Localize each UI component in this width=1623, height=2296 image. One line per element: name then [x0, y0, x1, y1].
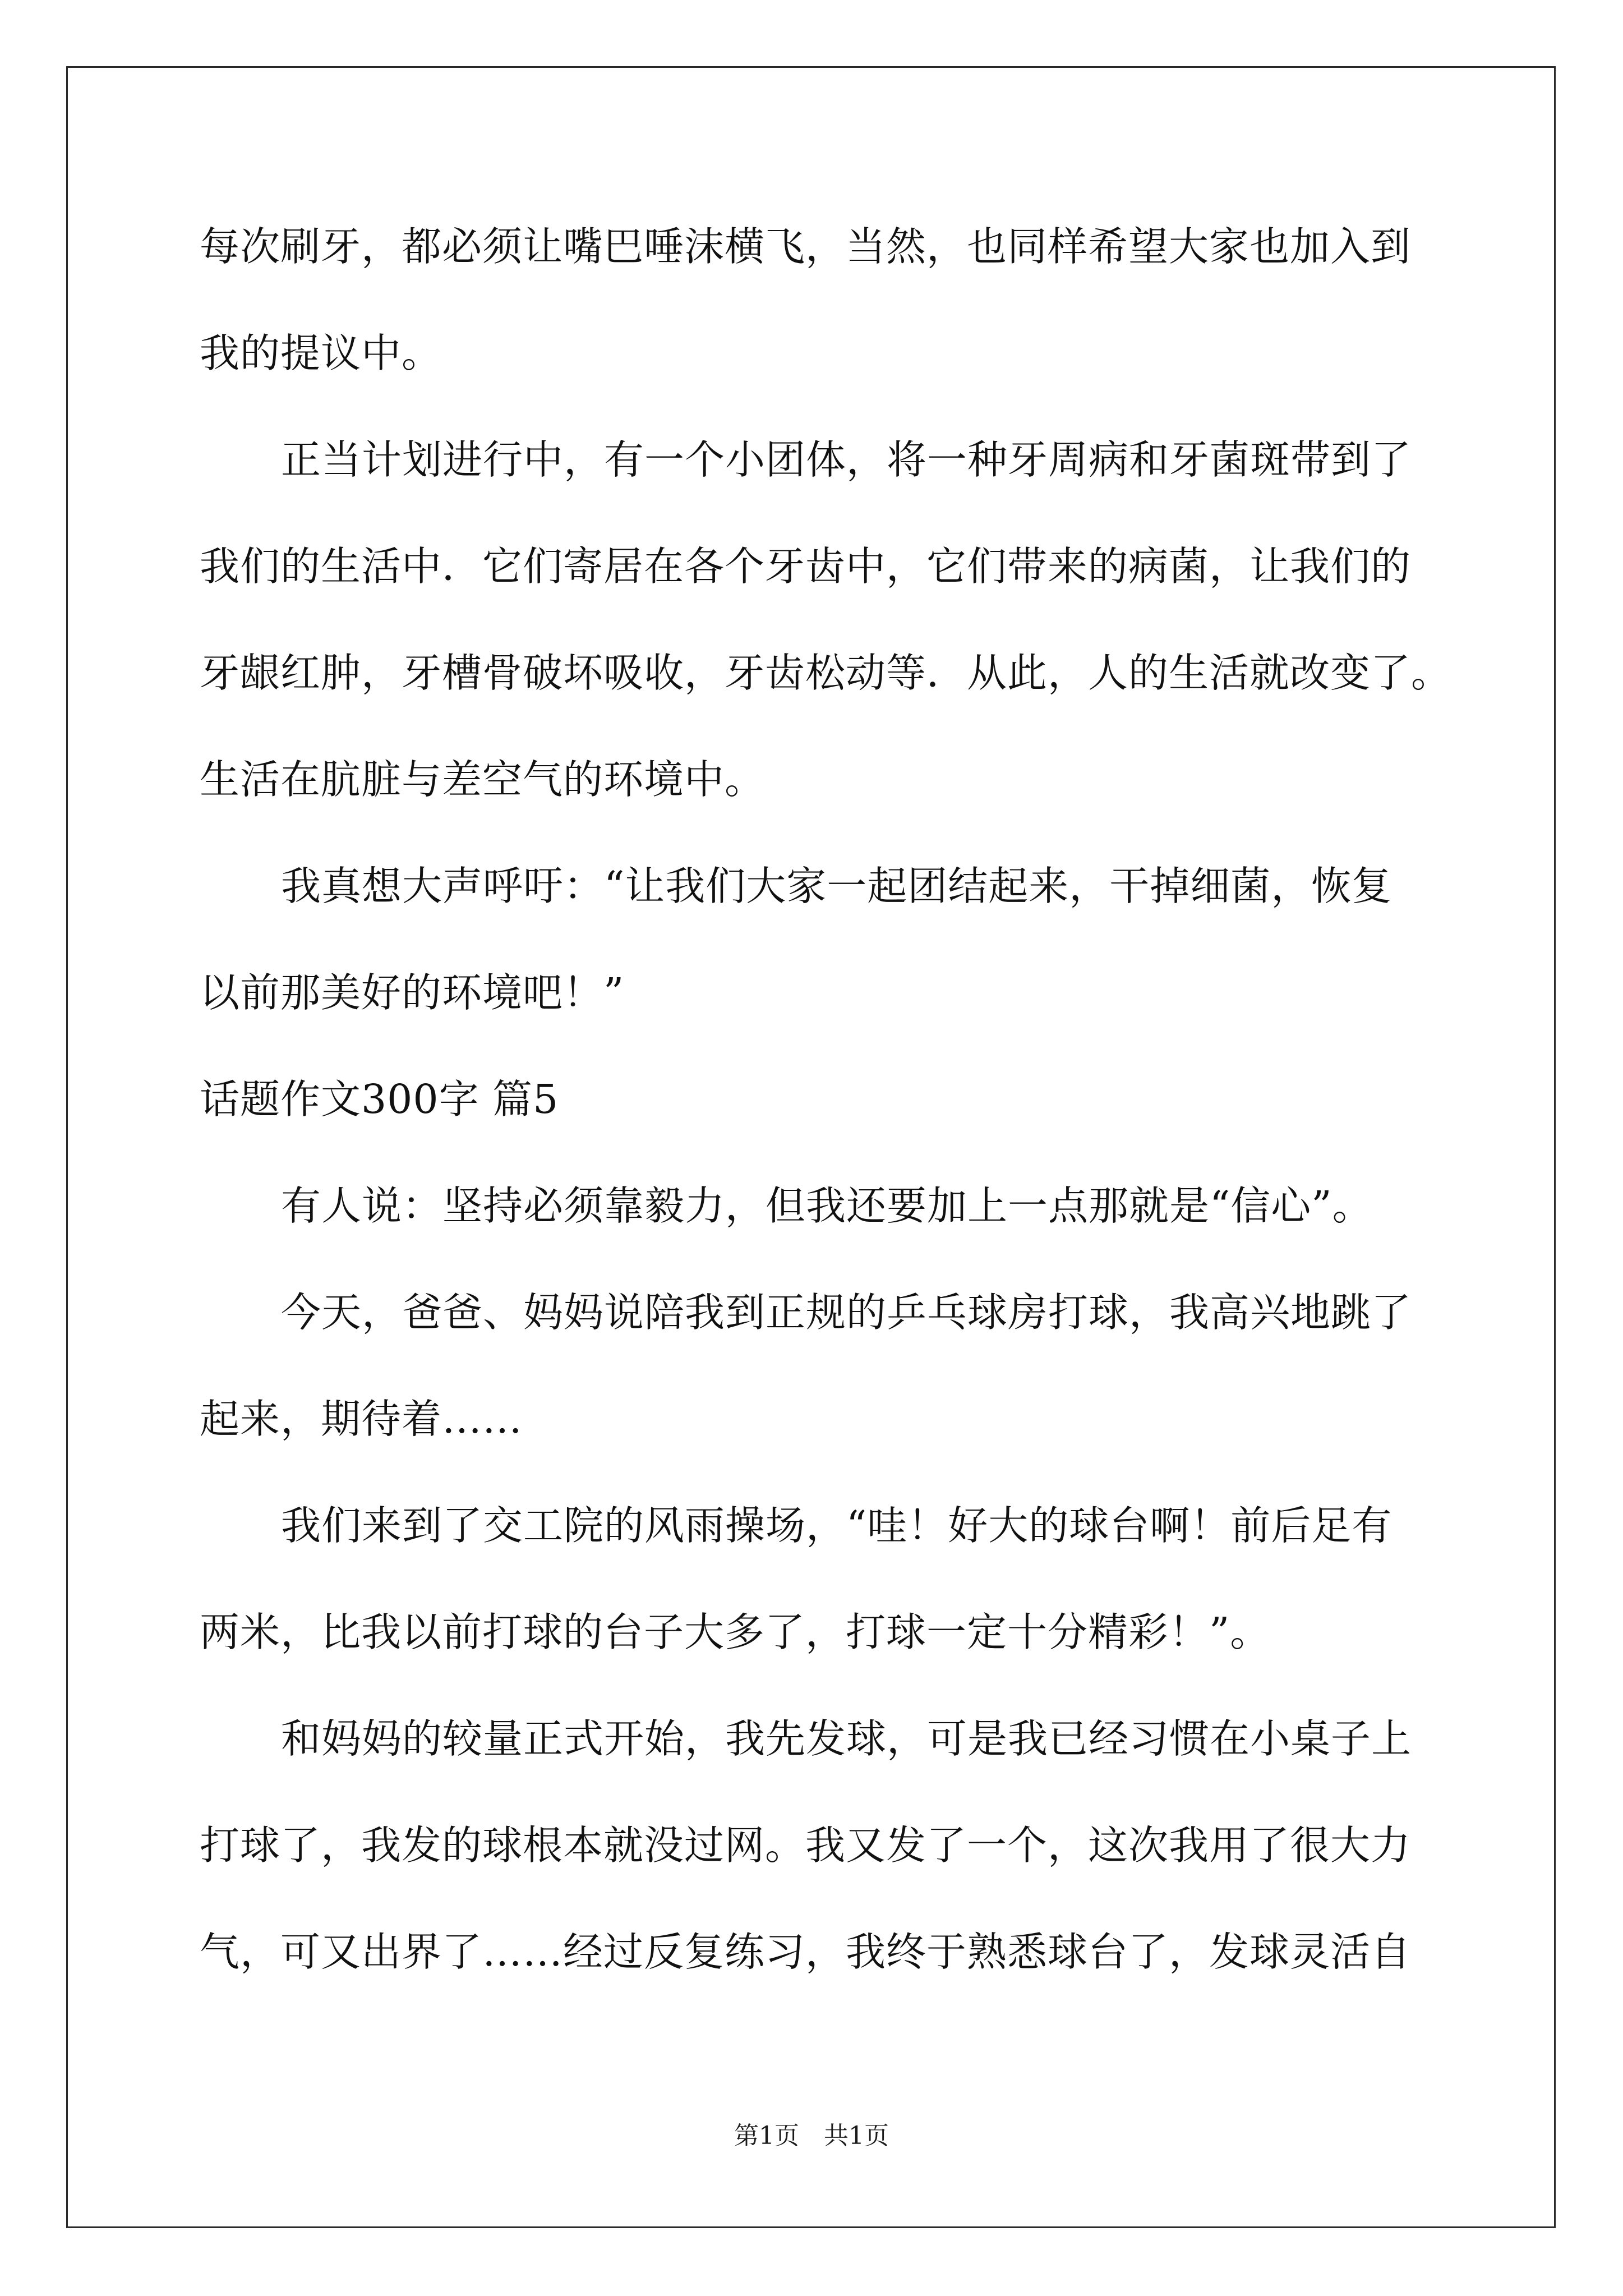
text-line: 我的提议中。 — [200, 330, 442, 376]
paragraph-start-line: 正当计划进行中，有一个小团体，将一种牙周病和牙菌斑带到了 — [281, 436, 1412, 483]
paragraph-start-line: 今天，爸爸、妈妈说陪我到正规的乒乓球房打球，我高兴地跳了 — [281, 1289, 1412, 1336]
paragraph-start-line: 我们来到了交工院的风雨操场，“哇！好大的球台啊！前后足有 — [281, 1502, 1393, 1549]
text-line: 以前那美好的环境吧！” — [200, 969, 625, 1016]
text-line: 每次刷牙，都必须让嘴巴唾沫横飞，当然，也同样希望大家也加入到 — [200, 223, 1412, 270]
text-line: 打球了，我发的球根本就没过网。我又发了一个，这次我用了很大力 — [200, 1822, 1412, 1869]
text-line: 起来，期待着…… — [200, 1396, 523, 1442]
paragraph-start-line: 和妈妈的较量正式开始，我先发球，可是我已经习惯在小桌子上 — [281, 1715, 1412, 1762]
section-heading: 话题作文300字 篇5 — [200, 1076, 559, 1122]
paragraph-start-line: 有人说：坚持必须靠毅力，但我还要加上一点那就是“信心”。 — [281, 1182, 1373, 1229]
paragraph-start-line: 我真想大声呼吁：“让我们大家一起团结起来，干掉细菌，恢复 — [281, 863, 1393, 909]
page-border — [66, 66, 1556, 2228]
text-line: 气，可又出界了……经过反复练习，我终于熟悉球台了，发球灵活自 — [200, 1929, 1412, 1975]
text-line: 生活在肮脏与差空气的环境中。 — [200, 756, 766, 803]
text-line: 牙龈红肿，牙槽骨破坏吸收，牙齿松动等．从此，人的生活就改变了。 — [200, 650, 1452, 696]
page-footer: 第1页 共1页 — [734, 2122, 889, 2150]
text-line: 我们的生活中．它们寄居在各个牙齿中，它们带来的病菌，让我们的 — [200, 543, 1412, 590]
text-line: 两米，比我以前打球的台子大多了，打球一定十分精彩！”。 — [200, 1609, 1271, 1655]
